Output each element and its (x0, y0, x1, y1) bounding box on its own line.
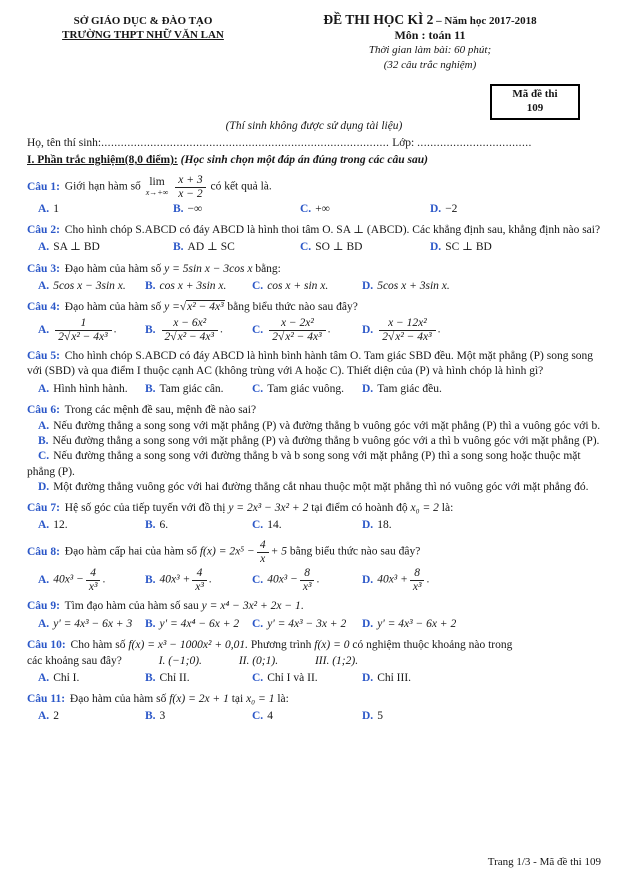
answer-option-d: D. 40x³ + $\frac{8}{\text{x³}}$ . (362, 567, 430, 594)
answer-letter: C. (38, 450, 50, 463)
answer-option-c (27, 449, 601, 479)
answer-option-b (145, 382, 252, 397)
answer-option-b (145, 518, 252, 533)
answer-option-d (430, 240, 601, 255)
question-text: là: (441, 501, 454, 514)
answer-text: 1 (53, 203, 59, 216)
answer-letter: C. (300, 203, 312, 216)
answer-letter: A. (38, 519, 50, 532)
answer-option-a: A. $\frac{1}{\text{2√x² − 4x³}}$ . (38, 317, 117, 344)
answer-text: 5cos x − 3sin x. (53, 279, 126, 292)
answer-row (27, 279, 601, 294)
name-label: Họ, tên thí sinh: (27, 136, 102, 149)
sqrt-radical: √x² − 4x³ (277, 331, 322, 344)
question-text: là: (277, 693, 289, 706)
answer-option-d (362, 617, 601, 632)
math-expression: f(x) = 2x + 1 (169, 693, 229, 706)
question-8-stem (27, 539, 601, 565)
answer-row (27, 567, 601, 593)
answer-letter: C. (252, 279, 264, 292)
answer-text: Chỉ III. (377, 672, 412, 685)
candidate-info-line (27, 136, 601, 151)
answer-option-a (38, 382, 145, 397)
math-expression: x₀ = 1 (246, 693, 275, 706)
question-text: có nghiệm thuộc khoảng nào trong (352, 638, 513, 651)
answer-text: Nếu đường thẳng a song song với mặt phẳng (P) và đường thẳng b vuông góc với a thì b vuông góc với mặt phẳng (P). (52, 435, 600, 448)
exam-duration: Thời gian làm bài: 60 phút; (368, 44, 492, 57)
answer-option-a (38, 518, 145, 533)
question-text: Giới hạn hàm số (64, 180, 141, 193)
question-number: Câu 9: (27, 600, 60, 613)
answer-option-d (362, 279, 601, 294)
question-text: Cho hình chóp S.ABCD có đáy ABCD là hình thoi tâm O. SA ⊥ (ABCD). Các khẳng định sau, khẳng định nào sai? (64, 224, 601, 237)
answer-option-a (38, 617, 145, 632)
answer-letter: B. (145, 279, 156, 292)
answer-option-c (300, 240, 430, 255)
answer-option-c (252, 709, 362, 724)
answer-text: 12. (53, 519, 68, 532)
question-3-stem (27, 262, 601, 277)
answer-letter: D. (362, 519, 374, 532)
answer-text: SO ⊥ BD (315, 241, 363, 254)
answer-text: 6. (159, 519, 169, 532)
question-number: Câu 1: (27, 180, 60, 193)
question-2-stem (27, 223, 601, 238)
answer-row (27, 240, 601, 255)
answer-option-c (252, 382, 362, 397)
answer-option-b (145, 617, 252, 632)
answer-option-b (173, 202, 300, 217)
math-fraction: $\frac{1}{\text{2√x² − 4x³}}$ (55, 317, 111, 343)
answer-row (27, 382, 601, 397)
answer-option-d (362, 382, 601, 397)
answer-text: −2 (445, 203, 458, 216)
answer-row (27, 202, 601, 217)
math-expression: y = x⁴ − 3x² + 2x − 1 (201, 600, 301, 613)
exam-code-label: Mã đề thi (512, 88, 558, 100)
answer-letter: A. (38, 419, 50, 432)
section-heading (27, 153, 601, 168)
exam-title-main: ĐỀ THI HỌC KÌ 2 (323, 12, 434, 27)
answer-letter: D. (362, 710, 374, 723)
answer-row (27, 617, 601, 632)
exam-question-count: (32 câu trắc nghiệm) (383, 58, 477, 71)
answer-text: Nếu đường thẳng a song song với mặt phẳng (P) và đường thẳng b vuông góc với mặt phẳng (P) thì a vuông góc với b. (53, 419, 601, 432)
answer-letter: C. (300, 241, 312, 254)
answer-letter: D. (362, 382, 374, 395)
answer-letter: C. (252, 323, 264, 336)
answer-option-a (38, 202, 173, 217)
math-fraction: $\frac{\text{x − 2x²}}{\text{2√x² − 4x³}}$ (269, 317, 325, 343)
answer-letter: A. (38, 241, 50, 254)
candidate-note: (Thí sinh không được sử dụng tài liệu) (225, 119, 403, 132)
interval-2: II. (0;1). (238, 654, 279, 667)
math-expression: y = (164, 301, 180, 313)
answer-letter: A. (38, 710, 50, 723)
question-4-stem (27, 300, 601, 315)
answer-option-a (27, 419, 601, 434)
answer-option-a (38, 279, 145, 294)
answer-option-b (173, 240, 300, 255)
question-text: bằng biểu thức nào sau đây? (289, 545, 421, 558)
answer-letter: D. (362, 279, 374, 292)
answer-text: Tam giác đều. (377, 382, 442, 395)
question-text: Đạo hàm cấp hai của hàm số (64, 545, 197, 558)
question-text: Trong các mệnh đề sau, mệnh đề nào sai? (64, 403, 257, 416)
header-left (27, 12, 259, 73)
answer-text: Một đường thẳng vuông góc với hai đường thẳng cắt nhau thuộc một mặt phẳng thì nó vuông góc với mặt phẳng đó. (53, 480, 589, 493)
exam-code-box (490, 84, 580, 120)
answer-letter: B. (145, 382, 156, 395)
question-8 (27, 539, 601, 593)
exam-title (259, 12, 601, 28)
math-expression: x₀ = 2 (410, 501, 439, 514)
question-1 (27, 174, 601, 217)
question-text: bằng: (255, 262, 281, 275)
question-number: Câu 7: (27, 501, 60, 514)
department-name: SỞ GIÁO DỤC & ĐÀO TẠO (73, 15, 213, 27)
question-number: Câu 2: (27, 224, 60, 237)
question-6-stem (27, 403, 601, 418)
question-10 (27, 638, 601, 687)
question-text: Phương trình (250, 638, 312, 651)
answer-letter: B. (145, 519, 156, 532)
answer-text: Chỉ II. (159, 672, 190, 685)
question-7-stem (27, 501, 601, 516)
question-4 (27, 300, 601, 343)
answer-text: cos x + 3sin x. (159, 279, 227, 292)
answer-text: cos x + sin x. (267, 279, 329, 292)
answer-letter: C. (252, 617, 264, 630)
math-fraction: $\frac{\text{x − 12x²}}{\text{2√x² − 4x³}}$ (379, 317, 435, 343)
math-fraction: $\frac{8}{\text{x³}}$ (410, 567, 425, 593)
answer-text: Tam giác vuông. (267, 382, 344, 395)
answer-letter: A. (38, 203, 50, 216)
answer-row (27, 317, 601, 343)
answer-option-c: C. $\frac{\text{x − 2x²}}{\text{2√x² − 4x³}}$ . (252, 317, 331, 344)
header (27, 12, 601, 73)
answer-letter: D. (38, 480, 50, 493)
question-text: tại (231, 693, 244, 706)
question-9-stem (27, 599, 601, 614)
answer-text: 3 (159, 710, 166, 723)
question-10-stem (27, 638, 601, 653)
answer-text: −∞ (187, 203, 203, 216)
answer-letter: B. (145, 323, 156, 336)
section-note: (Học sinh chọn một đáp án đúng trong các câu sau) (177, 153, 428, 166)
question-number: Câu 6: (27, 403, 60, 416)
question-text: tại điểm có hoành độ (311, 501, 408, 514)
answer-option-d (362, 671, 601, 686)
math-expression: f(x) = x³ − 1000x² + 0,01. (128, 638, 248, 651)
answer-text: Tam giác cân. (159, 382, 224, 395)
answer-letter: D. (362, 617, 374, 630)
math-expression: f(x) = 0 (314, 638, 350, 651)
answer-text: AD ⊥ SC (187, 241, 235, 254)
question-number: Câu 4: (27, 301, 60, 313)
answer-option-b (145, 671, 252, 686)
answer-text: Nếu đường thẳng a song song với đường thẳng b và b song song với mặt phẳng (P) thì a song song hoặc thuộc mặt phẳng (P). (27, 450, 581, 478)
question-11-stem (27, 692, 601, 707)
answer-text: y' = 4x³ − 3x + 2 (267, 617, 347, 630)
question-text: Đạo hàm của hàm số (69, 693, 167, 706)
question-text: có kết quả là. (210, 180, 272, 193)
question-text: . (300, 600, 304, 613)
answer-option-b (27, 434, 601, 449)
answer-letter: B. (173, 203, 184, 216)
interval-3: III. (1;2). (314, 654, 359, 667)
answer-letter: C. (252, 382, 264, 395)
sqrt-radical: √x² − 4x³ (179, 301, 224, 313)
question-text: Tìm đạo hàm của hàm số sau (64, 600, 199, 613)
class-fill-dots: ................................... (417, 136, 532, 149)
answer-option-b: B. $\frac{\text{x − 6x²}}{\text{2√x² − 4x³}}$ . (145, 317, 223, 344)
answer-text: Chỉ I và II. (267, 672, 318, 685)
answer-letter: D. (362, 574, 374, 587)
question-3 (27, 262, 601, 294)
answer-option-b (145, 279, 252, 294)
answer-letter: C. (252, 519, 264, 532)
answer-letter: D. (430, 203, 442, 216)
answer-option-a (38, 671, 145, 686)
answer-letter: D. (430, 241, 442, 254)
answer-text: y' = 4x⁴ − 6x + 2 (159, 617, 240, 630)
header-right (259, 12, 601, 73)
answer-text: y' = 4x³ − 6x + 2 (377, 617, 457, 630)
math-fraction: $\frac{4}{x}$ (257, 539, 269, 565)
answer-letter: B. (145, 574, 156, 587)
answer-option-d: D. $\frac{\text{x − 12x²}}{\text{2√x² − 4x³}}$ . (362, 317, 441, 344)
answer-letter: B. (173, 241, 184, 254)
question-text: bằng biểu thức nào sau đây? (227, 301, 358, 313)
question-7 (27, 501, 601, 533)
answer-letter: A. (38, 574, 50, 587)
question-6 (27, 403, 601, 495)
answer-letter: A. (38, 617, 50, 630)
page-footer: Trang 1/3 - Mã đề thi 109 (487, 856, 601, 869)
question-number: Câu 11: (27, 693, 66, 706)
sqrt-radical: √x² − 4x³ (63, 331, 108, 344)
answer-option-a (38, 240, 173, 255)
math-fraction: $\frac{4}{\text{x³}}$ (86, 567, 101, 593)
answer-letter: C. (252, 574, 264, 587)
question-5 (27, 349, 601, 397)
answer-row (27, 671, 601, 686)
answer-text: SA ⊥ BD (53, 241, 100, 254)
answer-option-c (252, 518, 362, 533)
answer-text: Hình hình hành. (53, 382, 128, 395)
answer-option-c (252, 617, 362, 632)
math-fraction: $\frac{8}{\text{x³}}$ (300, 567, 315, 593)
limit-operator: lim x→+∞ (145, 175, 169, 198)
question-2 (27, 223, 601, 255)
sqrt-radical: √x² − 4x³ (170, 331, 214, 344)
answer-text: +∞ (315, 203, 330, 216)
answer-letter: B. (145, 617, 156, 630)
question-text: Đạo hàm của hàm số (64, 262, 162, 275)
math-fraction: $\frac{\text{x − 6x²}}{\text{2√x² − 4x³}}$ (162, 317, 218, 343)
answer-option-d (362, 709, 601, 724)
name-fill-dots: ........................................................................................ (101, 136, 390, 149)
section-title: I. Phần trắc nghiệm(8,0 điểm): (27, 153, 178, 166)
answer-letter: D. (362, 672, 374, 685)
answer-letter: A. (38, 672, 50, 685)
school-name: TRƯỜNG THPT NHỮ VĂN LAN (62, 28, 224, 41)
answer-text: 5 (377, 710, 383, 723)
interval-1: I. (−1;0). (158, 654, 202, 667)
answer-letter: B. (38, 435, 49, 448)
math-expression: y = 5sin x − 3cos x (164, 262, 253, 275)
question-text: các khoảng sau đây? (27, 654, 122, 667)
exam-title-year: – Năm học 2017-2018 (433, 15, 537, 27)
math-expression: f(x) = 2x⁵ − (199, 545, 255, 558)
answer-option-b (145, 709, 252, 724)
answer-option-c (252, 279, 362, 294)
answer-letter: A. (38, 279, 50, 292)
answer-option-c (300, 202, 430, 217)
answer-text: 4 (267, 710, 273, 723)
class-label: Lớp: (392, 136, 415, 149)
question-number: Câu 5: (27, 350, 60, 363)
math-fraction: $\frac{x + 3}{x - 2}$ (175, 174, 205, 200)
answer-text: 2 (53, 710, 59, 723)
answer-option-c: C. 40x³ − $\frac{8}{\text{x³}}$ . (252, 567, 320, 594)
answer-row (27, 518, 601, 533)
math-expression: + 5 (270, 545, 287, 558)
answer-option-d (362, 518, 601, 533)
answer-text: 5cos x + 3sin x. (377, 279, 450, 292)
question-number: Câu 3: (27, 262, 60, 275)
question-10-intervals (27, 654, 601, 669)
answer-option-d (27, 480, 601, 495)
sqrt-radical: √x² − 4x³ (387, 331, 432, 344)
answer-text: 14. (267, 519, 282, 532)
answer-row (27, 709, 601, 724)
question-text: Đạo hàm của hàm số (64, 301, 162, 313)
answer-option-b: B. 40x³ + $\frac{4}{\text{x³}}$ . (145, 567, 212, 594)
answer-letter: C. (252, 710, 264, 723)
answer-letter: D. (362, 323, 374, 336)
question-9 (27, 599, 601, 631)
question-text: Cho hàm số (70, 638, 126, 651)
answer-letter: A. (38, 382, 50, 395)
question-11 (27, 692, 601, 724)
question-number: Câu 8: (27, 545, 60, 558)
answer-text: y' = 4x³ − 6x + 3 (53, 617, 133, 630)
answer-text: SC ⊥ BD (445, 241, 492, 254)
answer-option-a (38, 709, 145, 724)
question-5-stem (27, 349, 601, 379)
answer-option-c (252, 671, 362, 686)
answer-text: 18. (377, 519, 392, 532)
question-number: Câu 10: (27, 638, 66, 651)
answer-letter: B. (145, 672, 156, 685)
answer-letter: C. (252, 672, 264, 685)
question-1-stem (27, 174, 601, 200)
question-text: Hệ số góc của tiếp tuyến với đồ thị (64, 501, 226, 514)
answer-option-d (430, 202, 601, 217)
answer-text: Chỉ I. (53, 672, 80, 685)
math-expression: y = 2x³ − 3x² + 2 (228, 501, 309, 514)
question-text: Cho hình chóp S.ABCD có đáy ABCD là hình bình hành tâm O. Tam giác SBD đều. Một mặt phẳng (P) song song với (SBD) và qua điểm I thuộc cạnh AC (không trùng với A hoặc C). Thiết diện của (P) và hình chóp là hình gì? (27, 350, 594, 378)
math-fraction: $\frac{4}{\text{x³}}$ (192, 567, 207, 593)
answer-letter: A. (38, 323, 50, 336)
exam-subject: Môn : toán 11 (394, 27, 466, 42)
exam-code-value: 109 (526, 101, 544, 114)
answer-option-a: A. 40x³ − $\frac{4}{\text{x³}}$ . (38, 567, 106, 594)
answer-letter: B. (145, 710, 156, 723)
